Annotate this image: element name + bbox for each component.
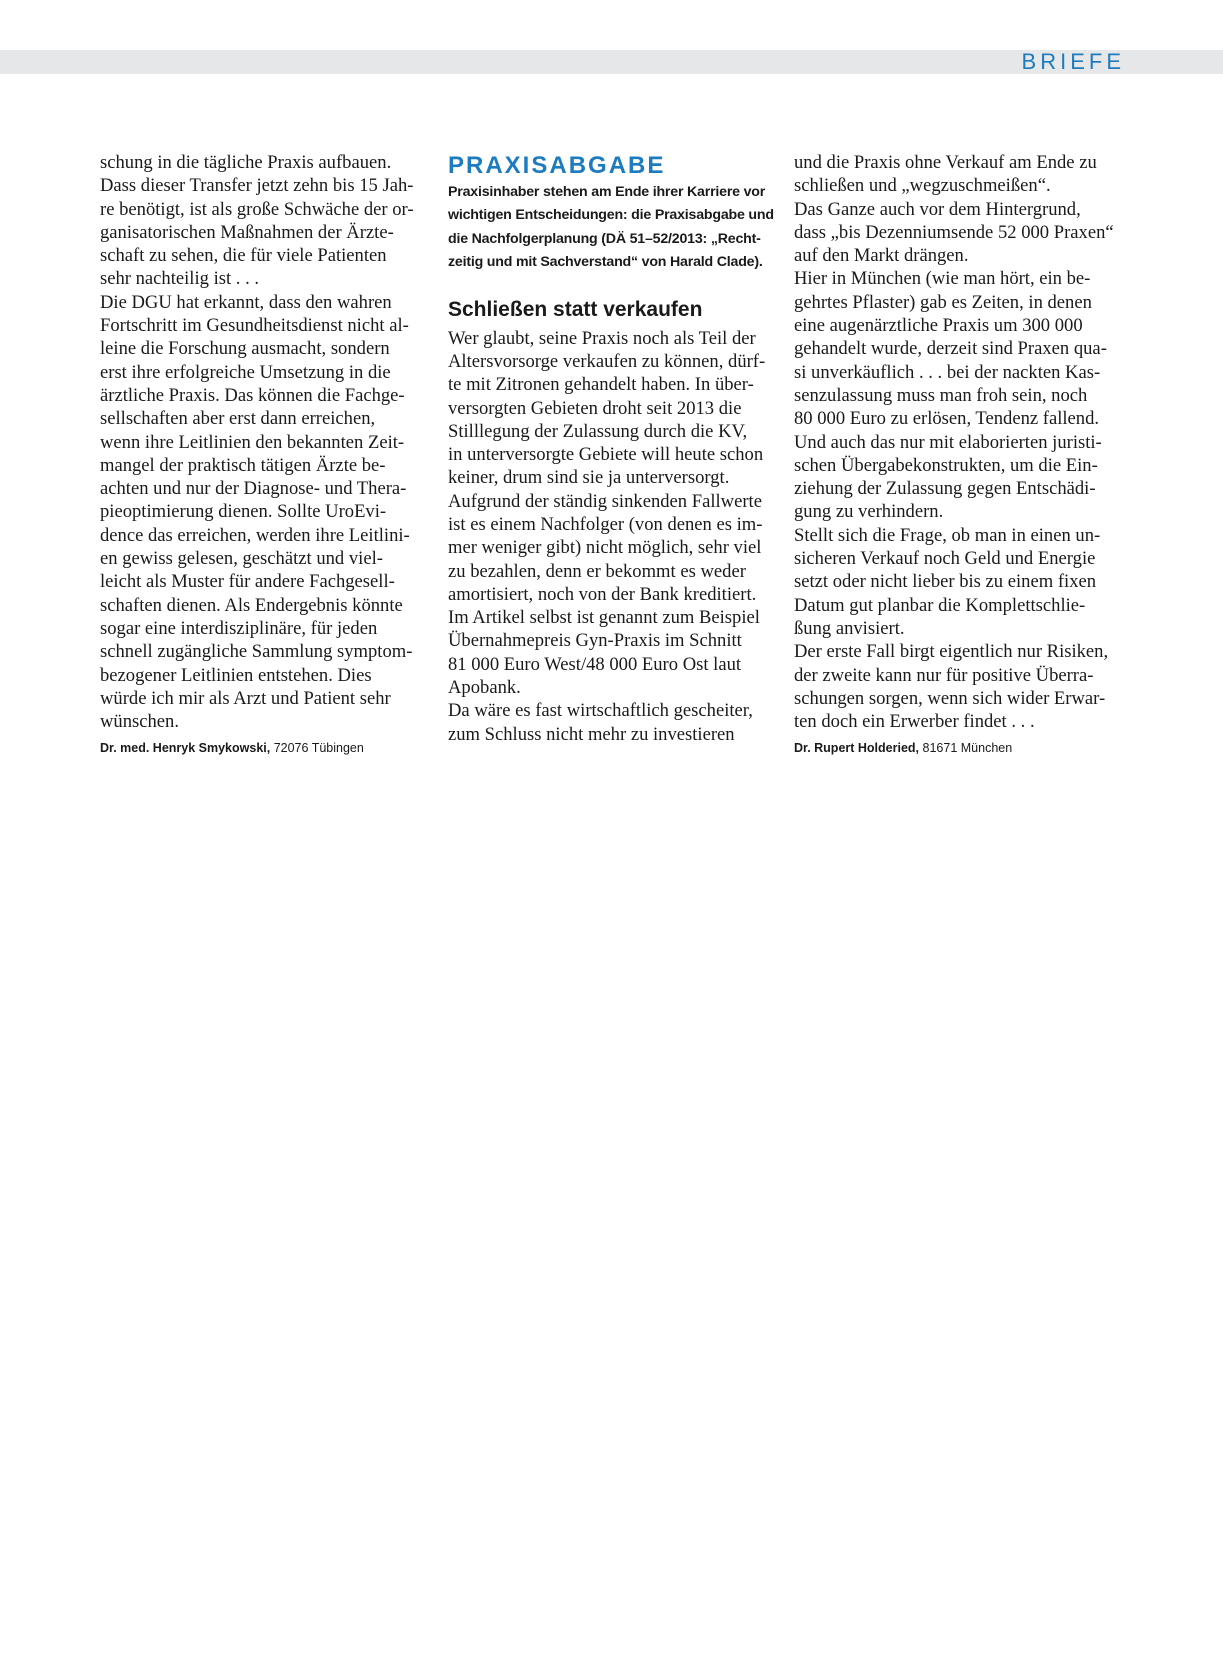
author-name: Dr. med. Henryk Smykowski,: [100, 741, 271, 756]
text-line: schaften dienen. Als Endergebnis könnte: [100, 594, 403, 616]
author-name: Dr. Rupert Holderied,: [794, 741, 920, 756]
text-line: gehrtes Pflaster) gab es Zeiten, in denen: [794, 291, 1092, 313]
text-line: schen Übergabekonstrukten, um die Ein-: [794, 454, 1098, 476]
teaser-line: die Nachfolgerplanung (DÄ 51–52/2013: „Recht-: [448, 230, 761, 247]
text-line: ärztliche Praxis. Das können die Fachge-: [100, 384, 405, 406]
text-line: 81 000 Euro West/48 000 Euro Ost laut: [448, 653, 742, 675]
text-line: zu bezahlen, denn er bekommt es weder: [448, 560, 746, 582]
text-line: Im Artikel selbst ist genannt zum Beispiel: [448, 607, 760, 629]
text-line: Die DGU hat erkannt, dass den wahren: [100, 291, 392, 313]
text-line: Stilllegung der Zulassung durch die KV,: [448, 420, 748, 442]
text-line: dass „bis Dezenniumsende 52 000 Praxen“: [794, 221, 1114, 243]
text-line: dence das erreichen, werden ihre Leitlini-: [100, 524, 410, 546]
text-line: Aufgrund der ständig sinkenden Fallwerte: [448, 490, 762, 512]
text-line: Da wäre es fast wirtschaftlich gescheiter,: [448, 700, 753, 722]
text-line: sellschaften aber erst dann erreichen,: [100, 408, 376, 430]
text-line: amortisiert, noch von der Bank kreditiert.: [448, 583, 757, 605]
text-line: sehr nachteilig ist . . .: [100, 268, 260, 290]
text-line: und die Praxis ohne Verkauf am Ende zu: [794, 152, 1097, 173]
teaser-line: wichtigen Entscheidungen: die Praxisabgabe und: [448, 207, 774, 224]
section-label: BRIEFE: [1021, 49, 1125, 74]
text-line: Wer glaubt, seine Praxis noch als Teil der: [448, 327, 756, 349]
text-line: Übernahmepreis Gyn-Praxis im Schnitt: [448, 630, 742, 652]
text-line: Apobank.: [448, 677, 521, 699]
text-line: gung zu verhindern.: [794, 501, 944, 523]
text-line: Und auch das nur mit elaborierten juristi-: [794, 431, 1102, 453]
teaser-line: zeitig und mit Sachverstand“ von Harald Clade).: [448, 254, 763, 271]
text-line: senzulassung muss man froh sein, noch: [794, 384, 1088, 406]
letter-body: [794, 151, 1139, 733]
text-line: Das Ganze auch vor dem Hintergrund,: [794, 198, 1081, 220]
text-line: ganisatorischen Maßnahmen der Ärzte-: [100, 221, 394, 243]
text-line: sogar eine interdisziplinäre, für jeden: [100, 617, 378, 639]
letter-headline: Schließen statt verkaufen: [448, 297, 703, 321]
text-line: Fortschritt im Gesundheitsdienst nicht al-: [100, 315, 409, 337]
text-line: ßung anvisiert.: [794, 617, 905, 639]
author-location: 81671 München: [922, 741, 1013, 756]
letter-column-3: [794, 151, 1139, 756]
text-line: 80 000 Euro zu erlösen, Tendenz fallend.: [794, 408, 1100, 430]
text-line: Altersvorsorge verkaufen zu können, dürf-: [448, 350, 766, 372]
author-location: 72076 Tübingen: [273, 741, 364, 756]
letter-column-1: [100, 151, 445, 756]
text-line: schaft zu sehen, die für viele Patienten: [100, 245, 387, 267]
text-line: schung in die tägliche Praxis aufbauen.: [100, 152, 392, 173]
text-line: schungen sorgen, wenn sich wider Erwar-: [794, 687, 1106, 709]
text-line: setzt oder nicht lieber bis zu einem fixen: [794, 571, 1097, 593]
text-line: wenn ihre Leitlinien den bekannten Zeit-: [100, 431, 405, 453]
text-line: leine die Forschung ausmacht, sondern: [100, 338, 390, 360]
text-line: si unverkäuflich . . . bei der nackten Kas-: [794, 361, 1101, 383]
text-line: schnell zugängliche Sammlung symptom-: [100, 641, 413, 663]
letter-kicker: PRAXISABGABE: [448, 152, 666, 179]
text-line: en gewiss gelesen, geschätzt und viel-: [100, 548, 383, 570]
letter-column-2: [448, 151, 793, 746]
text-line: mer weniger gibt) nicht möglich, sehr viel: [448, 537, 762, 559]
letter-body: [100, 151, 445, 733]
text-line: Hier in München (wie man hört, ein be-: [794, 268, 1091, 290]
text-line: bezogener Leitlinien entstehen. Dies: [100, 664, 372, 686]
text-line: würde ich mir als Arzt und Patient sehr: [100, 687, 391, 709]
letter-body: [448, 327, 793, 746]
text-line: pieoptimierung dienen. Sollte UroEvi-: [100, 501, 387, 523]
teaser-line: Praxisinhaber stehen am Ende ihrer Karriere vor: [448, 184, 766, 200]
text-line: in unterversorgte Gebiete will heute schon: [448, 444, 764, 466]
text-line: eine augenärztliche Praxis um 300 000: [794, 315, 1083, 337]
text-line: gehandelt wurde, derzeit sind Praxen qua-: [794, 338, 1107, 360]
letter-signature: [794, 740, 1139, 756]
text-line: leicht als Muster für andere Fachgesell-: [100, 571, 395, 593]
text-line: Datum gut planbar die Komplettschlie-: [794, 594, 1086, 616]
text-line: erst ihre erfolgreiche Umsetzung in die: [100, 361, 391, 383]
text-line: schließen und „wegzuschmeißen“.: [794, 175, 1051, 197]
text-line: sicheren Verkauf noch Geld und Energie: [794, 548, 1096, 570]
text-line: ten doch ein Erwerber findet . . .: [794, 711, 1035, 733]
letter-signature: [100, 740, 445, 756]
text-line: Stellt sich die Frage, ob man in einen un-: [794, 524, 1101, 546]
text-line: Der erste Fall birgt eigentlich nur Risiken,: [794, 641, 1109, 663]
text-line: ist es einem Nachfolger (von denen es im-: [448, 514, 763, 535]
text-line: achten und nur der Diagnose- und Thera-: [100, 478, 407, 500]
text-line: wünschen.: [100, 711, 180, 733]
text-line: keiner, drum sind sie ja unterversorgt.: [448, 467, 730, 489]
text-line: ziehung der Zulassung gegen Entschädi-: [794, 478, 1096, 500]
text-line: versorgten Gebieten droht seit 2013 die: [448, 397, 742, 419]
text-line: der zweite kann nur für positive Überra-: [794, 664, 1094, 686]
text-line: auf den Markt drängen.: [794, 245, 969, 267]
text-line: re benötigt, ist als große Schwäche der or-: [100, 198, 414, 220]
text-line: Dass dieser Transfer jetzt zehn bis 15 Jah-: [100, 175, 414, 197]
letter-teaser: [448, 181, 793, 275]
text-line: zum Schluss nicht mehr zu investieren: [448, 723, 735, 745]
text-line: mangel der praktisch tätigen Ärzte be-: [100, 454, 386, 476]
text-line: te mit Zitronen gehandelt haben. In über-: [448, 374, 754, 396]
